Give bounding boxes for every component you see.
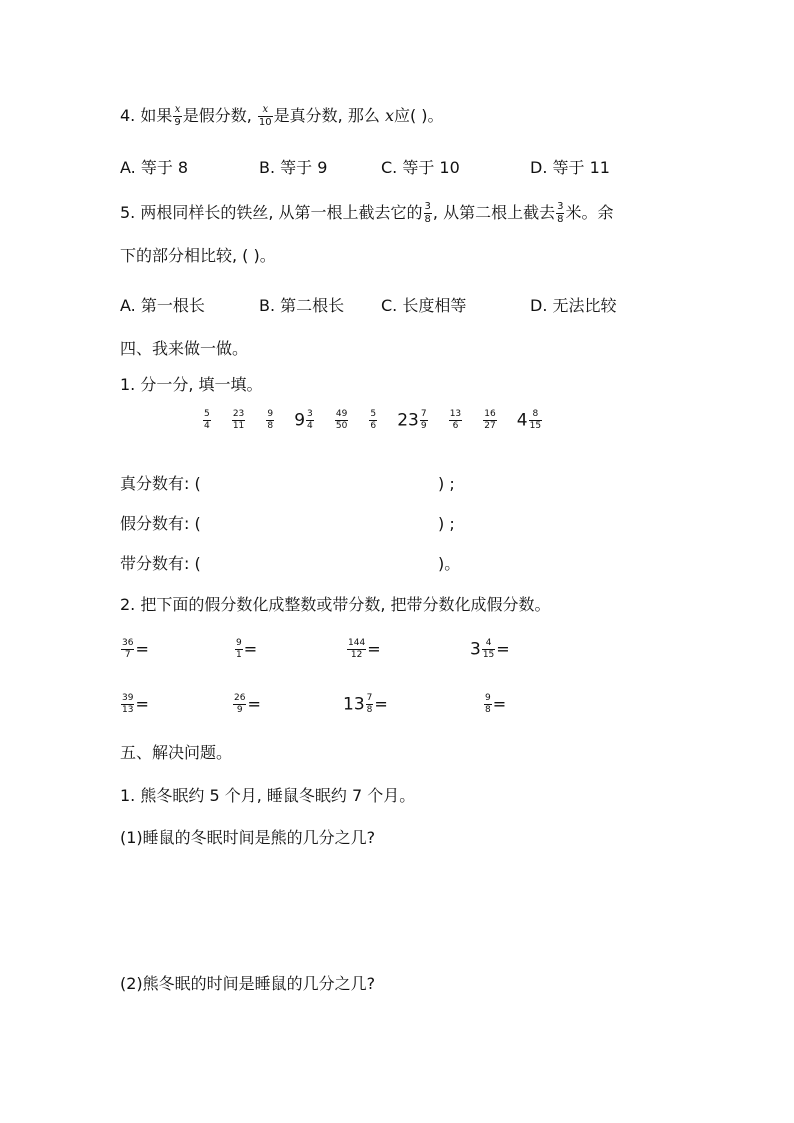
fraction-x-over-10: $\frac{x}{10}$ bbox=[258, 104, 272, 128]
mixed-answer-close: )。 bbox=[438, 554, 461, 573]
conversion-item: $\frac{26}{9}$ = bbox=[234, 693, 261, 715]
variable-x: x bbox=[384, 106, 394, 125]
section-5-q1: 1. 熊冬眠约 5 个月, 睡鼠冬眠约 7 个月。 bbox=[120, 786, 416, 805]
q4-option-c: C. 等于 10 bbox=[381, 158, 460, 177]
q5-option-a: A. 第一根长 bbox=[120, 296, 205, 315]
fraction-item: $\frac{23}{11}$ bbox=[232, 409, 245, 431]
mixed-fractions-row bbox=[120, 553, 201, 575]
q5-option-b: B. 第二根长 bbox=[259, 296, 345, 315]
section-4-q2-title: 2. 把下面的假分数化成整数或带分数, 把带分数化成假分数。 bbox=[120, 595, 551, 614]
mixed-label: 带分数有: ( bbox=[120, 554, 201, 573]
equals-sign: = bbox=[135, 639, 149, 659]
section-5-q1b: (2)熊冬眠的时间是睡鼠的几分之几? bbox=[120, 974, 376, 993]
q4-option-d: D. 等于 11 bbox=[530, 158, 610, 177]
equals-sign: = bbox=[492, 694, 507, 714]
conversion-item: $\frac{144}{12}$ = bbox=[348, 638, 381, 660]
q4-mid: 是假分数, bbox=[182, 106, 252, 125]
equals-sign: = bbox=[367, 639, 381, 659]
equals-sign: = bbox=[243, 639, 258, 659]
conversion-item: $\frac{9}{1}$ = bbox=[236, 638, 258, 660]
q4-prefix: 4. 如果 bbox=[120, 106, 173, 125]
fraction-3-over-8-a: $\frac{3}{8}$ bbox=[424, 201, 431, 225]
proper-answer-close: ) ; bbox=[438, 474, 455, 493]
fraction-item: $\frac{9}{8}$ bbox=[267, 409, 274, 431]
conversion-item: 3 $\frac{4}{15}$ = bbox=[470, 638, 510, 660]
equals-sign: = bbox=[374, 694, 388, 714]
section-4-title: 四、我来做一做。 bbox=[120, 339, 249, 358]
question-4 bbox=[120, 105, 444, 128]
question-5 bbox=[120, 202, 613, 225]
q5-option-d: D. 无法比较 bbox=[530, 296, 617, 315]
fraction-list bbox=[202, 410, 557, 431]
fraction-item: $\frac{13}{6}$ bbox=[449, 409, 462, 431]
improper-label: 假分数有: ( bbox=[120, 514, 201, 533]
fraction-item: 4 $\frac{8}{15}$ bbox=[516, 409, 542, 431]
q5-suffix: 米。余 bbox=[565, 203, 614, 222]
q4-suffix: 应( )。 bbox=[393, 106, 444, 125]
q5-option-c: C. 长度相等 bbox=[381, 296, 467, 315]
equals-sign: = bbox=[135, 694, 149, 714]
section-4-q1-title: 1. 分一分, 填一填。 bbox=[120, 375, 263, 394]
q4-option-b: B. 等于 9 bbox=[259, 158, 328, 177]
fraction-x-over-9: $\frac{x}{9}$ bbox=[174, 104, 181, 128]
conversion-item: $\frac{9}{8}$ = bbox=[485, 693, 507, 715]
conversion-item: $\frac{36}{7}$ = bbox=[122, 638, 149, 660]
fraction-3-over-8-b: $\frac{3}{8}$ bbox=[557, 201, 564, 225]
equals-sign: = bbox=[496, 639, 510, 659]
section-5-title: 五、解决问题。 bbox=[120, 743, 233, 762]
q5-mid: , 从第二根上截去 bbox=[432, 203, 556, 222]
conversion-item: 13 $\frac{7}{8}$ = bbox=[343, 693, 388, 715]
fraction-item: $\frac{5}{6}$ bbox=[370, 409, 377, 431]
improper-answer-close: ) ; bbox=[438, 514, 455, 533]
q5-prefix: 5. 两根同样长的铁丝, 从第一根上截去它的 bbox=[120, 203, 423, 222]
conversion-item: $\frac{39}{13}$ = bbox=[122, 693, 149, 715]
equals-sign: = bbox=[247, 694, 261, 714]
fraction-item: $\frac{5}{4}$ bbox=[204, 409, 210, 431]
q4-mid2: 是真分数, 那么 bbox=[273, 106, 380, 125]
proper-label: 真分数有: ( bbox=[120, 474, 201, 493]
q4-option-a: A. 等于 8 bbox=[120, 158, 189, 177]
improper-fractions-row bbox=[120, 513, 201, 535]
fraction-item: $\frac{16}{27}$ bbox=[484, 409, 496, 431]
proper-fractions-row bbox=[120, 473, 201, 495]
fraction-item: $\frac{49}{50}$ bbox=[335, 409, 348, 431]
fraction-item: 9 $\frac{3}{4}$ bbox=[294, 409, 313, 431]
section-5-q1a: (1)睡鼠的冬眠时间是熊的几分之几? bbox=[120, 828, 376, 847]
fraction-item: 23 $\frac{7}{9}$ bbox=[397, 409, 427, 431]
q5-line2: 下的部分相比较, ( )。 bbox=[120, 246, 276, 265]
